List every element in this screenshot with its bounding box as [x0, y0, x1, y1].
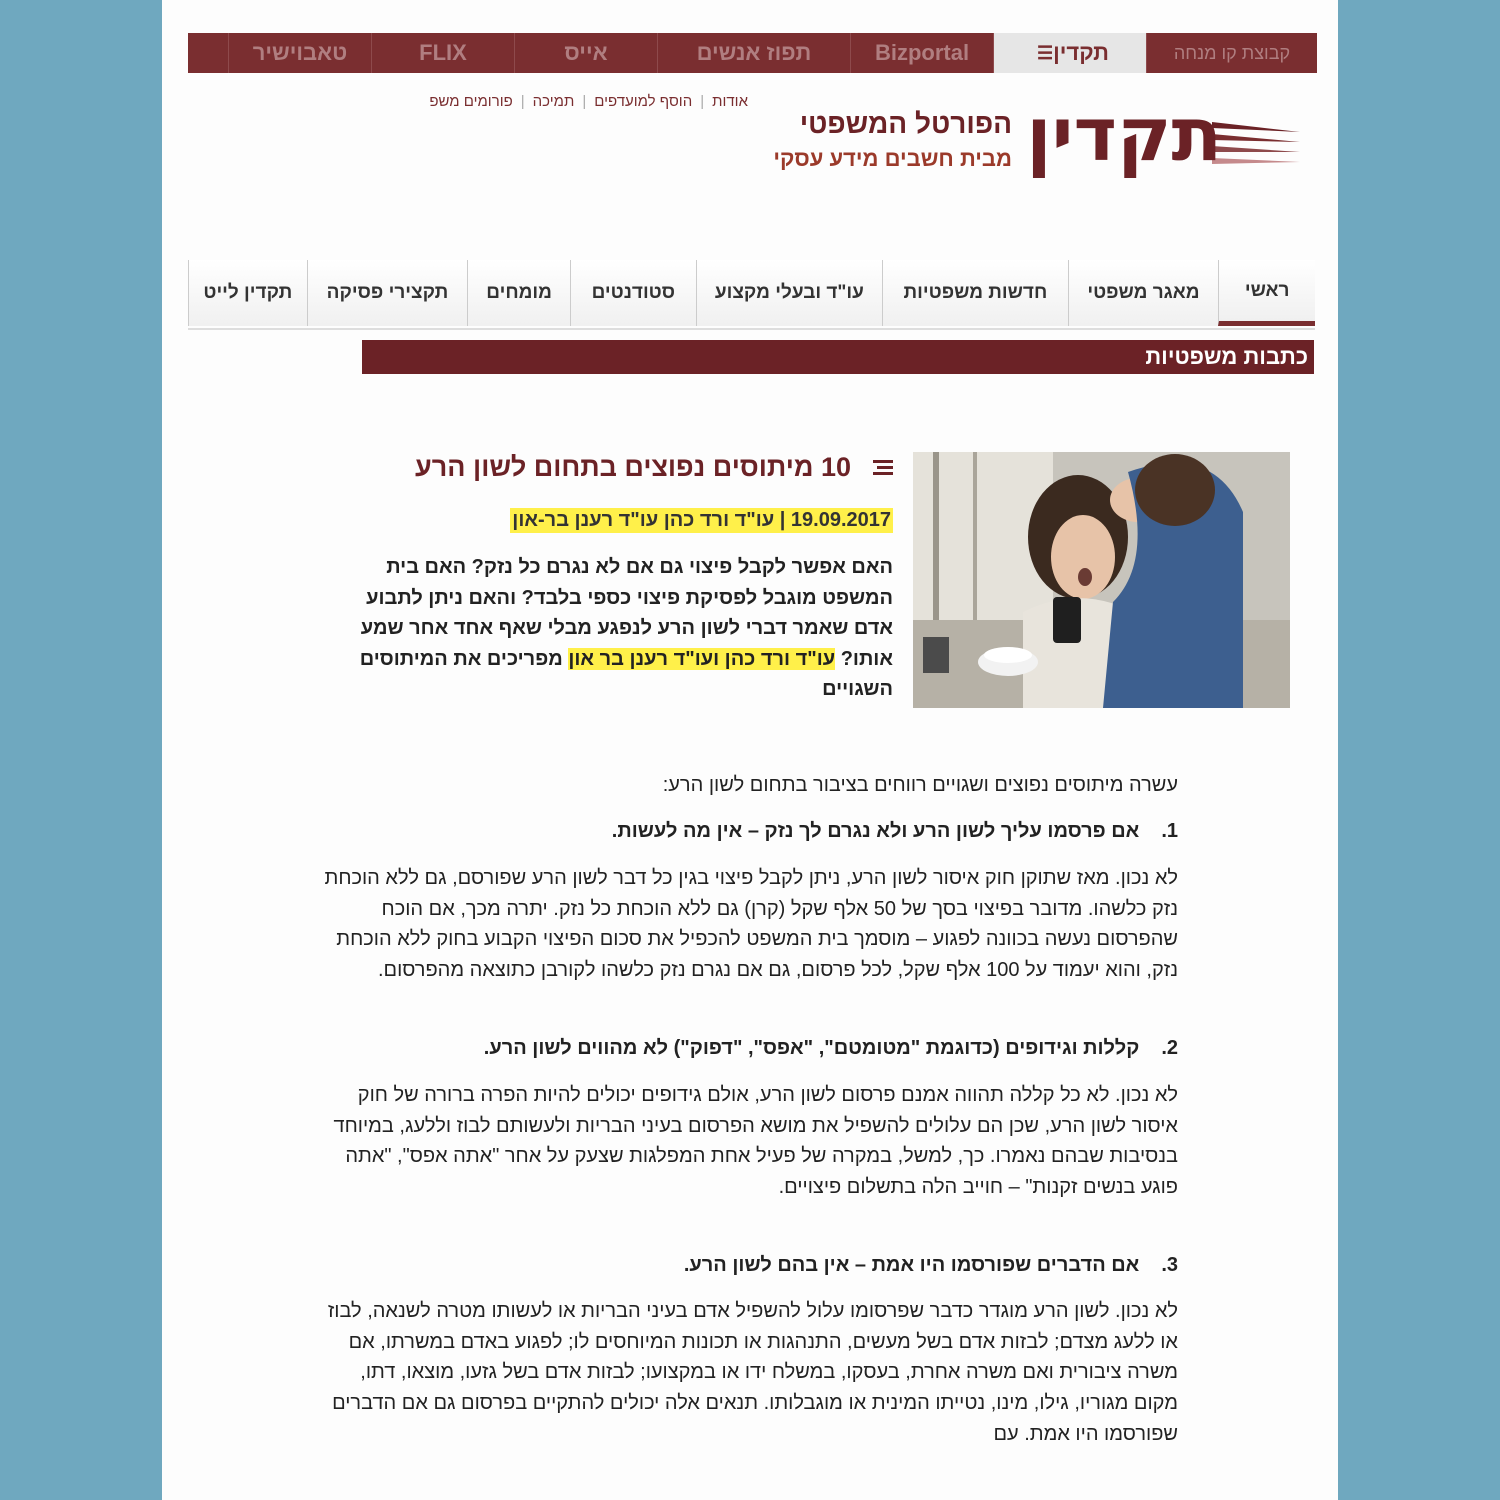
top-link-bizportal[interactable]: Bizportal	[850, 33, 993, 73]
network-top-bar	[188, 33, 1317, 73]
top-link-flix[interactable]: FLIX	[371, 33, 514, 73]
myth-number: 2.	[1161, 1037, 1178, 1059]
top-link-label: תקדין	[1053, 40, 1109, 65]
article-image	[913, 452, 1290, 708]
list-icon	[869, 457, 893, 479]
top-link-tabu[interactable]: טאבוישיר	[228, 33, 371, 73]
nav-tab-lawyers[interactable]: עו"ד ובעלי מקצוע	[696, 260, 883, 326]
article-lead	[323, 552, 893, 705]
nav-tab-experts[interactable]: מומחים	[467, 260, 570, 326]
main-nav	[188, 260, 1315, 330]
myth-heading-text: אם פרסמו עליך לשון הרע ולא נגרם לך נזק – אין מה לעשות.	[611, 820, 1140, 842]
nav-tab-takdin-lite[interactable]: תקדין לייט	[188, 260, 307, 326]
logo-wordmark: תקדין	[1026, 92, 1222, 178]
utility-links	[188, 93, 748, 110]
myth-heading	[318, 1250, 1178, 1281]
myth-paragraph: לא נכון. לא כל קללה תהווה אמנם פרסום לשון הרע, אולם גידופים יכולים להיות הפרה ברורה של חוק איסור לשון הרע, שכן הם עלולים להשפיל את מושא הפרסום בעיני הבריות ולעשותם לבוז וללעג, במיוחד בנסיבות שבהם נאמרו. כך, למשל, במקרה של פעיל אחת המפלגות שצעק על אחר "אתה אפס", "אתה פוגע בנשים זקנות" – חוייב הלה בתשלום פיצויים.	[333, 1084, 1178, 1199]
myth-heading-text: קללות וגידופים (כדוגמת "מטומטם", "אפס", "דפוק") לא מהווים לשון הרע.	[483, 1037, 1140, 1059]
utility-link-support[interactable]: תמיכה	[532, 93, 575, 110]
nav-tab-home[interactable]: ראשי	[1218, 260, 1315, 326]
lead-authors-highlight: עו"ד ורד כהן ועו"ד רענן בר און	[568, 647, 836, 670]
site-logo[interactable]	[773, 92, 1302, 190]
myth-heading-text: אם הדברים שפורסמו היו אמת – אין בהם לשון הרע.	[683, 1254, 1140, 1276]
top-link-kav-manche[interactable]: קבוצת קו מנחה	[1146, 33, 1317, 73]
utility-link-forums[interactable]: פורומים משפ	[429, 93, 513, 110]
utility-link-about[interactable]: אודות	[712, 93, 748, 110]
nav-tab-rulings[interactable]: תקצירי פסיקה	[307, 260, 468, 326]
myth-number: 3.	[1161, 1254, 1178, 1276]
myth-paragraph: לא נכון. לשון הרע מוגדר כדבר שפרסומו עלול להשפיל אדם בעיני הבריות או לעשותו מטרה לשנאה, לבוז או ללעג מצדם; לבזות אדם בשל מעשים, התנהגות או תכונות המיוחסים לו; לפגוע באדם במשרתו, אם משרה ציבורית ואם משרה אחרת, בעסקו, במשלח ידו או במקצועו; לבזות אדם בשל גזעו, מוצאו, דתו, מקום מגוריו, גילו, מינו, נטייתו המינית או מוגבלותו. תנאים אלה יכולים להתקיים בפרסום גם אם הדברים שפורסמו היו אמת. עם	[327, 1300, 1178, 1445]
list-icon: ☰	[1037, 42, 1054, 63]
page-sheet	[162, 0, 1338, 1500]
logo-tagline: הפורטל המשפטי	[799, 108, 1012, 139]
section-title-bar: כתבות משפטיות	[362, 340, 1314, 374]
lead-text: האם אפשר לקבל פיצוי גם אם לא נגרם כל נזק? האם בית המשפט מוגבל לפסיקת פיצוי כספי בלבד? והאם ניתן לתבוע אדם שאמר דברי לשון הרע לנפגע מבלי שאף אחד אחר שמע אותו?	[360, 556, 893, 670]
lead-text-end: מפריכים את המיתוסים השגויים	[359, 647, 893, 700]
logo-subtagline: מבית חשבים מידע עסקי	[773, 146, 1012, 171]
top-link-tapuz[interactable]: תפוז אנשים	[657, 33, 850, 73]
article-intro: עשרה מיתוסים נפוצים ושגויים רווחים בציבור בתחום לשון הרע:	[662, 774, 1178, 796]
myth-heading	[318, 816, 1178, 847]
speed-lines-icon	[1212, 118, 1302, 168]
myth-heading	[318, 1033, 1178, 1064]
myth-number: 1.	[1161, 820, 1178, 842]
separator: |	[520, 93, 525, 110]
article-byline: 19.09.2017 | עו"ד ורד כהן עו"ד רענן בר-און	[512, 509, 891, 531]
separator: |	[582, 93, 587, 110]
nav-tab-legal-news[interactable]: חדשות משפטיות	[882, 260, 1068, 326]
top-link-ice[interactable]: אייס	[514, 33, 657, 73]
article-title: 10 מיתוסים נפוצים בתחום לשון הרע	[415, 452, 851, 482]
utility-link-favorites[interactable]: הוסף למועדפים	[594, 93, 693, 110]
myth-paragraph: לא נכון. מאז שתוקן חוק איסור לשון הרע, ניתן לקבל פיצוי בגין כל דבר לשון הרע שפורסם, גם ללא הוכחת נזק כלשהו. מדובר בפיצוי בסך של 50 אלף שקל (קרן) גם ללא הוכחת כל נזק. יתרה מכך, אם הוכח שהפרסום נעשה בכוונה לפגוע – מוסמך בית המשפט להכפיל את סכום הפיצוי הקבוע בחוק ללא הוכחת נזק, והוא יעמוד על 100 אלף שקל, לכל פרסום, גם אם נגרם נזק כלשהו לקורבן כתוצאה מהפרסום.	[324, 867, 1178, 982]
nav-tab-students[interactable]: סטודנטים	[570, 260, 696, 326]
top-link-takdin[interactable]	[993, 33, 1146, 73]
article-title-row	[415, 452, 893, 483]
separator: |	[700, 93, 705, 110]
nav-tab-legal-db[interactable]: מאגר משפטי	[1068, 260, 1219, 326]
